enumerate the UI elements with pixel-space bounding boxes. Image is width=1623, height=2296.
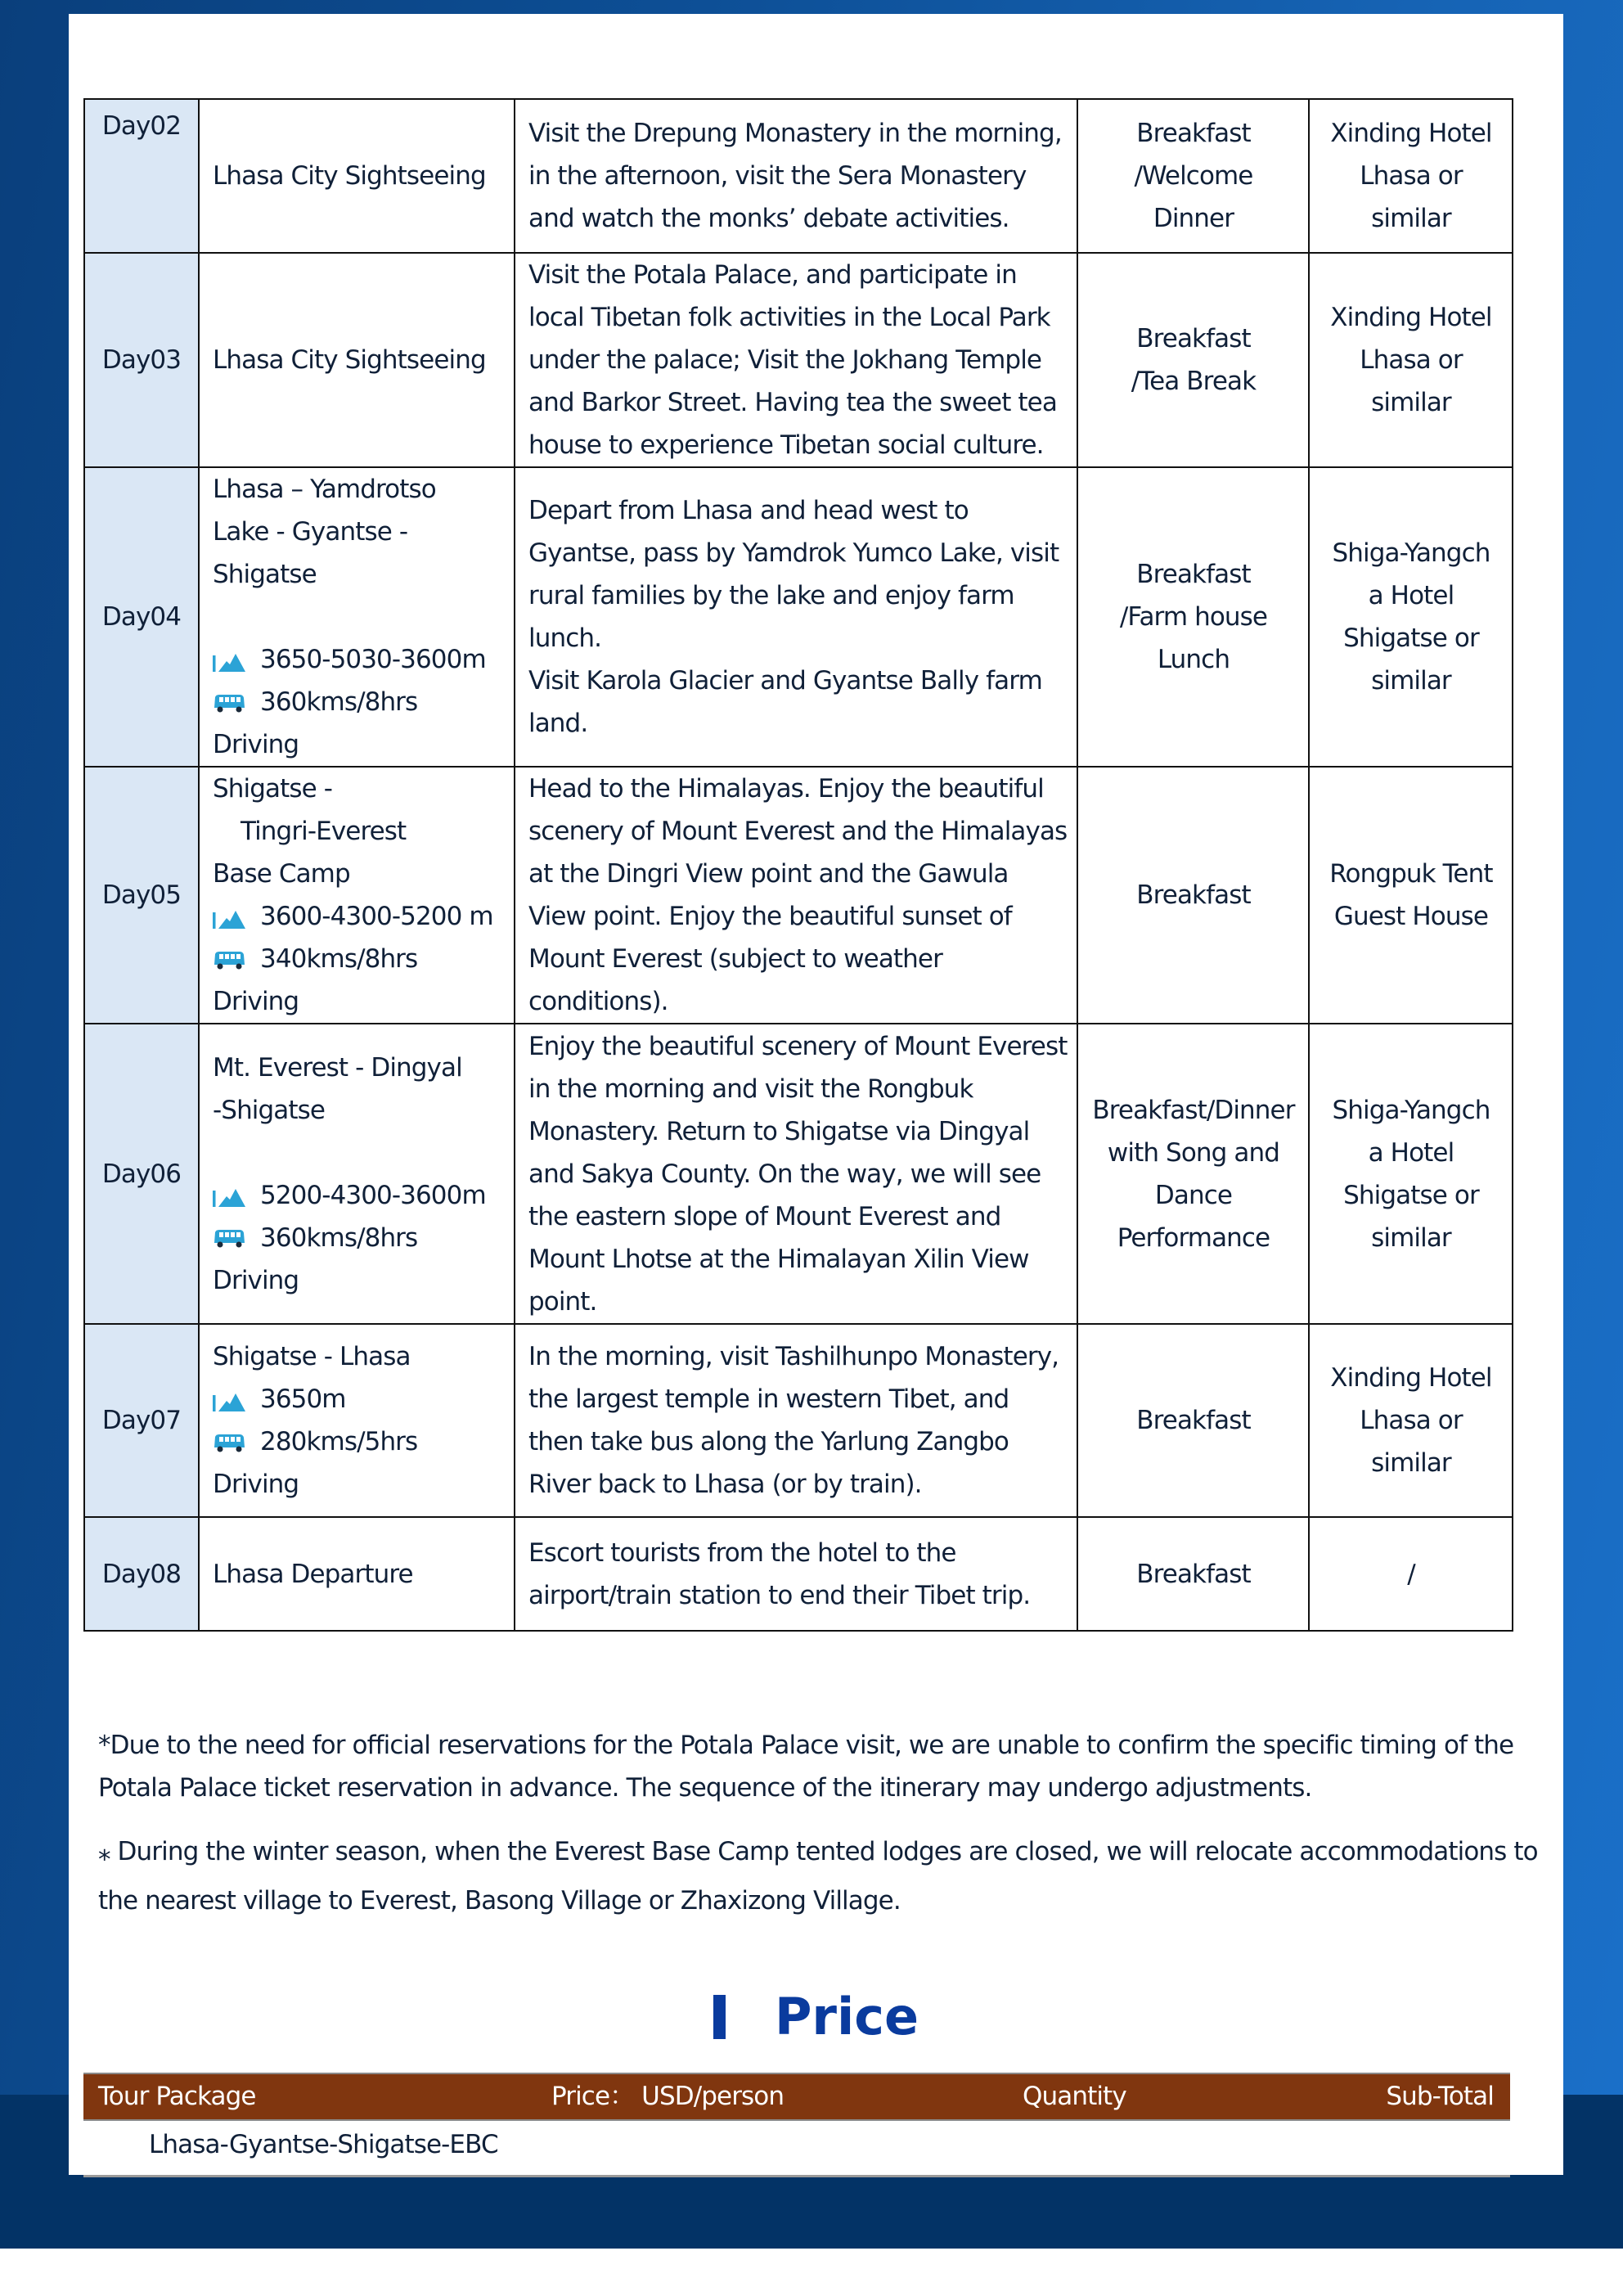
bus-icon: [213, 951, 245, 970]
col-tour-package: Tour Package: [98, 2082, 256, 2111]
route-line: Shigatse - Lhasa: [213, 1342, 411, 1371]
col-subtotal: Sub-Total: [1386, 2082, 1494, 2111]
description-line: point.: [528, 1286, 597, 1317]
description-line: conditions).: [528, 987, 668, 1016]
description-line: Visit Karola Glacier and Gyantse Bally farm: [528, 666, 1042, 696]
hotel-line: Shigatse or: [1343, 1180, 1479, 1210]
itinerary-row: [84, 1324, 1513, 1517]
hotel-cell: [1309, 1024, 1513, 1324]
hotel-line: similar: [1371, 1448, 1451, 1478]
day-cell: [84, 467, 199, 767]
description-cell: [515, 253, 1077, 467]
mountain-icon: [213, 1186, 245, 1207]
hotel-line: /: [1407, 1559, 1415, 1589]
col-quantity: Quantity: [1023, 2082, 1126, 2111]
description-line: View point. Enjoy the beautiful sunset of: [528, 902, 1012, 931]
day-label: Day06: [101, 1159, 182, 1189]
description-line: Visit the Drepung Monastery in the morning,: [528, 119, 1062, 148]
day-cell: [84, 99, 199, 253]
itinerary-row: [84, 467, 1513, 767]
itinerary-body: [84, 99, 1513, 1631]
description-line: local Tibetan folk activities in the Local Park: [528, 303, 1050, 332]
description-line: lunch.: [528, 624, 602, 653]
price-heading-text: Price: [774, 1987, 919, 2046]
hotel-cell: [1309, 1324, 1513, 1517]
meals-line: Breakfast/Dinner: [1092, 1095, 1295, 1125]
description-line: land.: [528, 709, 588, 738]
hotel-line: Shiga-Yangch: [1332, 538, 1490, 568]
mountain-icon: [213, 651, 245, 672]
meals-line: Performance: [1117, 1222, 1270, 1253]
spacer: [213, 1132, 506, 1174]
description-line: rural families by the lake and enjoy farm: [528, 581, 1014, 610]
hotel-line: Guest House: [1333, 902, 1489, 931]
hotel-line: Xinding Hotel: [1330, 303, 1492, 332]
package-name: Lhasa-Gyantse-Shigatse-EBC: [149, 2130, 498, 2159]
meals-line: /Welcome: [1134, 161, 1253, 191]
description-line: Visit the Potala Palace, and participate in: [528, 260, 1017, 290]
col-price: Price： USD/person: [551, 2082, 785, 2111]
altitude-line: [213, 895, 506, 938]
distance-line: [213, 1217, 506, 1259]
altitude-line: [213, 1378, 506, 1420]
meals-line: Breakfast: [1136, 1559, 1251, 1589]
route-line: Shigatse -: [213, 774, 333, 804]
document-page: [69, 14, 1563, 2175]
distance-value: 360kms/8hrs: [260, 1222, 418, 1253]
description-line: house to experience Tibetan social culture.: [528, 430, 1044, 460]
route-line: Mt. Everest - Dingyal: [213, 1052, 462, 1083]
description-line: Mount Lhotse at the Himalayan Xilin View: [528, 1244, 1029, 1274]
hotel-cell: [1309, 467, 1513, 767]
description-line: Escort tourists from the hotel to the: [528, 1537, 956, 1568]
meals-cell: [1077, 253, 1309, 467]
description-cell: [515, 1024, 1077, 1324]
hotel-cell: [1309, 1517, 1513, 1631]
bus-icon: [213, 694, 245, 714]
description-line: and Barkor Street. Having tea the sweet tea: [528, 388, 1057, 417]
bus-icon: [213, 1434, 245, 1453]
hotel-line: similar: [1371, 1222, 1451, 1253]
description-line: In the morning, visit Tashilhunpo Monastery,: [528, 1342, 1059, 1371]
itinerary-row: [84, 1024, 1513, 1324]
spacer: [213, 596, 506, 638]
hotel-line: similar: [1371, 388, 1451, 417]
hotel-cell: [1309, 99, 1513, 253]
hotel-line: Xinding Hotel: [1330, 1363, 1492, 1393]
travel-mode: Driving: [213, 1265, 299, 1295]
price-table-row: [83, 2121, 1510, 2177]
day-cell: [84, 1324, 199, 1517]
description-line: and watch the monks’ debate activities.: [528, 204, 1009, 233]
note-winter-line: ⁎ During the winter season, when the Everest Base Camp tented lodges are closed, we will relocate accommodations to: [98, 1837, 1538, 1866]
description-line: the largest temple in western Tibet, and: [528, 1384, 1009, 1414]
route-line: Base Camp: [213, 859, 350, 889]
meals-cell: [1077, 1517, 1309, 1631]
itinerary-table: [83, 98, 1513, 1632]
description-line: Depart from Lhasa and head west to: [528, 496, 969, 525]
meals-line: Dance: [1154, 1180, 1233, 1210]
day-label: Day05: [101, 880, 182, 910]
notes-section: [98, 1724, 1546, 1925]
altitude-value: 5200-4300-3600m: [260, 1180, 486, 1210]
route-line: Lhasa – Yamdrotso: [213, 475, 436, 504]
hotel-line: similar: [1371, 204, 1451, 233]
meals-line: with Song and: [1107, 1137, 1279, 1168]
route-line: Lake - Gyantse -: [213, 517, 408, 547]
note-potala-line: *Due to the need for official reservations for the Potala Palace visit, we are unable to confirm the specific timing of the: [98, 1731, 1514, 1760]
altitude-line: [213, 1174, 506, 1217]
meals-line: Breakfast: [1136, 560, 1251, 589]
distance-line: [213, 681, 506, 723]
description-line: Gyantse, pass by Yamdrok Yumco Lake, visit: [528, 538, 1059, 568]
distance-value: 280kms/5hrs: [260, 1427, 418, 1456]
hotel-line: a Hotel: [1368, 581, 1454, 610]
note-winter-line: the nearest village to Everest, Basong Village or Zhaxizong Village.: [98, 1886, 901, 1916]
meals-line: Breakfast: [1136, 880, 1251, 910]
day-label: Day07: [101, 1406, 182, 1435]
meals-line: Breakfast: [1136, 1406, 1251, 1435]
note-winter: [98, 1827, 1546, 1925]
description-cell: [515, 1517, 1077, 1631]
description-line: River back to Lhasa (or by train).: [528, 1470, 922, 1499]
distance-value: 340kms/8hrs: [260, 944, 418, 974]
description-cell: [515, 767, 1077, 1024]
day-label: Day03: [101, 345, 182, 375]
itinerary-row: [84, 99, 1513, 253]
meals-line: /Farm house: [1119, 602, 1268, 632]
day-label: Day04: [101, 602, 182, 632]
day-label: Day08: [101, 1559, 182, 1589]
altitude-value: 3600-4300-5200 m: [260, 902, 493, 931]
description-cell: [515, 99, 1077, 253]
route-cell: [199, 253, 515, 467]
distance-line: [213, 938, 506, 980]
distance-line: [213, 1420, 506, 1463]
description-line: Enjoy the beautiful scenery of Mount Everest: [528, 1031, 1068, 1061]
altitude-value: 3650m: [260, 1384, 346, 1414]
hotel-line: Shigatse or: [1343, 624, 1479, 653]
route-line: Lhasa City Sightseeing: [213, 161, 486, 191]
description-cell: [515, 467, 1077, 767]
description-line: airport/train station to end their Tibet trip.: [528, 1580, 1031, 1610]
description-line: Mount Everest (subject to weather: [528, 944, 942, 974]
hotel-line: Xinding Hotel: [1330, 119, 1492, 148]
meals-cell: [1077, 99, 1309, 253]
hotel-cell: [1309, 253, 1513, 467]
hotel-line: Lhasa or: [1360, 1406, 1463, 1435]
description-line: under the palace; Visit the Jokhang Temple: [528, 345, 1042, 375]
route-cell: [199, 1324, 515, 1517]
itinerary-row: [84, 767, 1513, 1024]
altitude-line: [213, 638, 506, 681]
day-cell: [84, 1024, 199, 1324]
price-table: [83, 2073, 1510, 2177]
description-line: the eastern slope of Mount Everest and: [528, 1201, 1001, 1231]
travel-mode: Driving: [213, 987, 299, 1016]
meals-line: Breakfast: [1136, 324, 1251, 353]
note-potala: [98, 1724, 1546, 1809]
description-line: at the Dingri View point and the Gawula: [528, 859, 1009, 889]
mountain-icon: [213, 907, 245, 929]
bus-icon: [213, 1229, 245, 1249]
mountain-icon: [213, 1390, 245, 1411]
route-line: Lhasa City Sightseeing: [213, 345, 486, 375]
description-line: Head to the Himalayas. Enjoy the beautiful: [528, 774, 1044, 804]
hotel-line: similar: [1371, 666, 1451, 696]
meals-line: Lunch: [1157, 645, 1230, 674]
hotel-line: Shiga-Yangch: [1332, 1095, 1490, 1125]
meals-cell: [1077, 767, 1309, 1024]
route-cell: [199, 767, 515, 1024]
route-line: Shigatse: [213, 560, 317, 589]
meals-cell: [1077, 1024, 1309, 1324]
description-line: scenery of Mount Everest and the Himalayas: [528, 817, 1068, 846]
itinerary-row: [84, 1517, 1513, 1631]
route-line: -Shigatse: [213, 1095, 326, 1125]
route-cell: [199, 1024, 515, 1324]
day-label: Day02: [101, 111, 182, 141]
day-cell: [84, 767, 199, 1024]
description-line: in the morning and visit the Rongbuk: [528, 1074, 973, 1104]
description-cell: [515, 1324, 1077, 1517]
itinerary-row: [84, 253, 1513, 467]
hotel-line: Rongpuk Tent: [1329, 859, 1493, 889]
meals-line: Dinner: [1153, 204, 1234, 233]
meals-line: /Tea Break: [1131, 367, 1257, 396]
altitude-value: 3650-5030-3600m: [260, 645, 486, 674]
distance-value: 360kms/8hrs: [260, 687, 418, 717]
travel-mode: Driving: [213, 1470, 299, 1499]
hotel-cell: [1309, 767, 1513, 1024]
description-line: then take bus along the Yarlung Zangbo: [528, 1427, 1009, 1456]
hotel-line: Lhasa or: [1360, 345, 1463, 375]
meals-cell: [1077, 467, 1309, 767]
description-line: and Sakya County. On the way, we will see: [528, 1159, 1041, 1189]
route-line: Lhasa Departure: [213, 1559, 413, 1589]
route-cell: [199, 1517, 515, 1631]
price-section-heading: [69, 1984, 1563, 2050]
note-potala-line: Potala Palace ticket reservation in advance. The sequence of the itinerary may undergo adjustments.: [98, 1773, 1312, 1803]
description-line: Monastery. Return to Shigatse via Dingyal: [528, 1116, 1030, 1146]
price-table-header: [83, 2073, 1510, 2121]
route-cell: [199, 467, 515, 767]
heading-bar-icon: [713, 1995, 726, 2039]
route-line: Tingri-Everest: [241, 817, 407, 846]
day-cell: [84, 1517, 199, 1631]
route-cell: [199, 99, 515, 253]
meals-line: Breakfast: [1136, 119, 1251, 148]
description-line: in the afternoon, visit the Sera Monastery: [528, 161, 1027, 191]
hotel-line: a Hotel: [1368, 1137, 1454, 1168]
hotel-line: Lhasa or: [1360, 161, 1463, 191]
meals-cell: [1077, 1324, 1309, 1517]
day-cell: [84, 253, 199, 467]
travel-mode: Driving: [213, 730, 299, 759]
